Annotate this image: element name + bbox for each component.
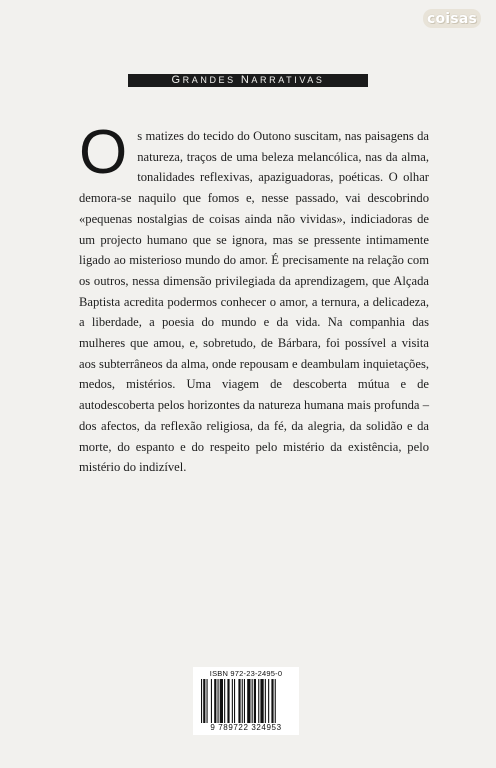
barcode bbox=[193, 667, 299, 735]
collection-word-1: RANDES bbox=[182, 75, 241, 85]
publisher-logo-text: coisas bbox=[426, 10, 478, 27]
barcode-number: 9 789722 324953 bbox=[210, 723, 282, 732]
collection-banner bbox=[128, 74, 368, 87]
collection-initial-2: N bbox=[240, 74, 252, 86]
publisher-logo bbox=[423, 9, 481, 28]
collection-initial-1: G bbox=[171, 74, 183, 86]
isbn-label: ISBN 972-23-2495-0 bbox=[209, 669, 283, 678]
drop-cap: O bbox=[79, 118, 128, 187]
blurb-text: s matizes do tecido do Outono suscitam, nas paisagens da natureza, traços de uma beleza melancólica, nas da alma, tonalidades reflexivas, apaziguadoras, poéticas. O olhar demora-se naquilo que fomos e, nesse passado, vai descobrindo «pequenas nostalgias de coisas ainda não vividas», indiciadoras de um projecto humano que se ignora, mas se pressente intimamente ligado ao misterioso mundo do amor. É precisamente na relação com os outros, nessa dimensão privilegiada da aprendizagem, que Alçada Baptista acredita podermos conhecer o amor, a ternura, a delicadeza, a liberdade, a poesia do mundo e da vida. Na companhia das mulheres que amou, e, sobretudo, de Bárbara, foi possível a visita aos subterrâneos da alma, onde repousam e deambulam inquietações, medos, mistérios. Uma viagem de descoberta mútua e de autodescoberta pelos horizontes da natureza humana mais profunda – dos afectos, da reflexão religiosa, da fé, da alegria, da solidão e da morte, do espanto e do respeito pelo mistério da existência, pelo mistério do indizível. bbox=[79, 129, 429, 475]
barcode-bars bbox=[201, 679, 291, 723]
blurb-paragraph bbox=[79, 118, 429, 478]
collection-word-2: ARRATIVAS bbox=[251, 75, 325, 85]
